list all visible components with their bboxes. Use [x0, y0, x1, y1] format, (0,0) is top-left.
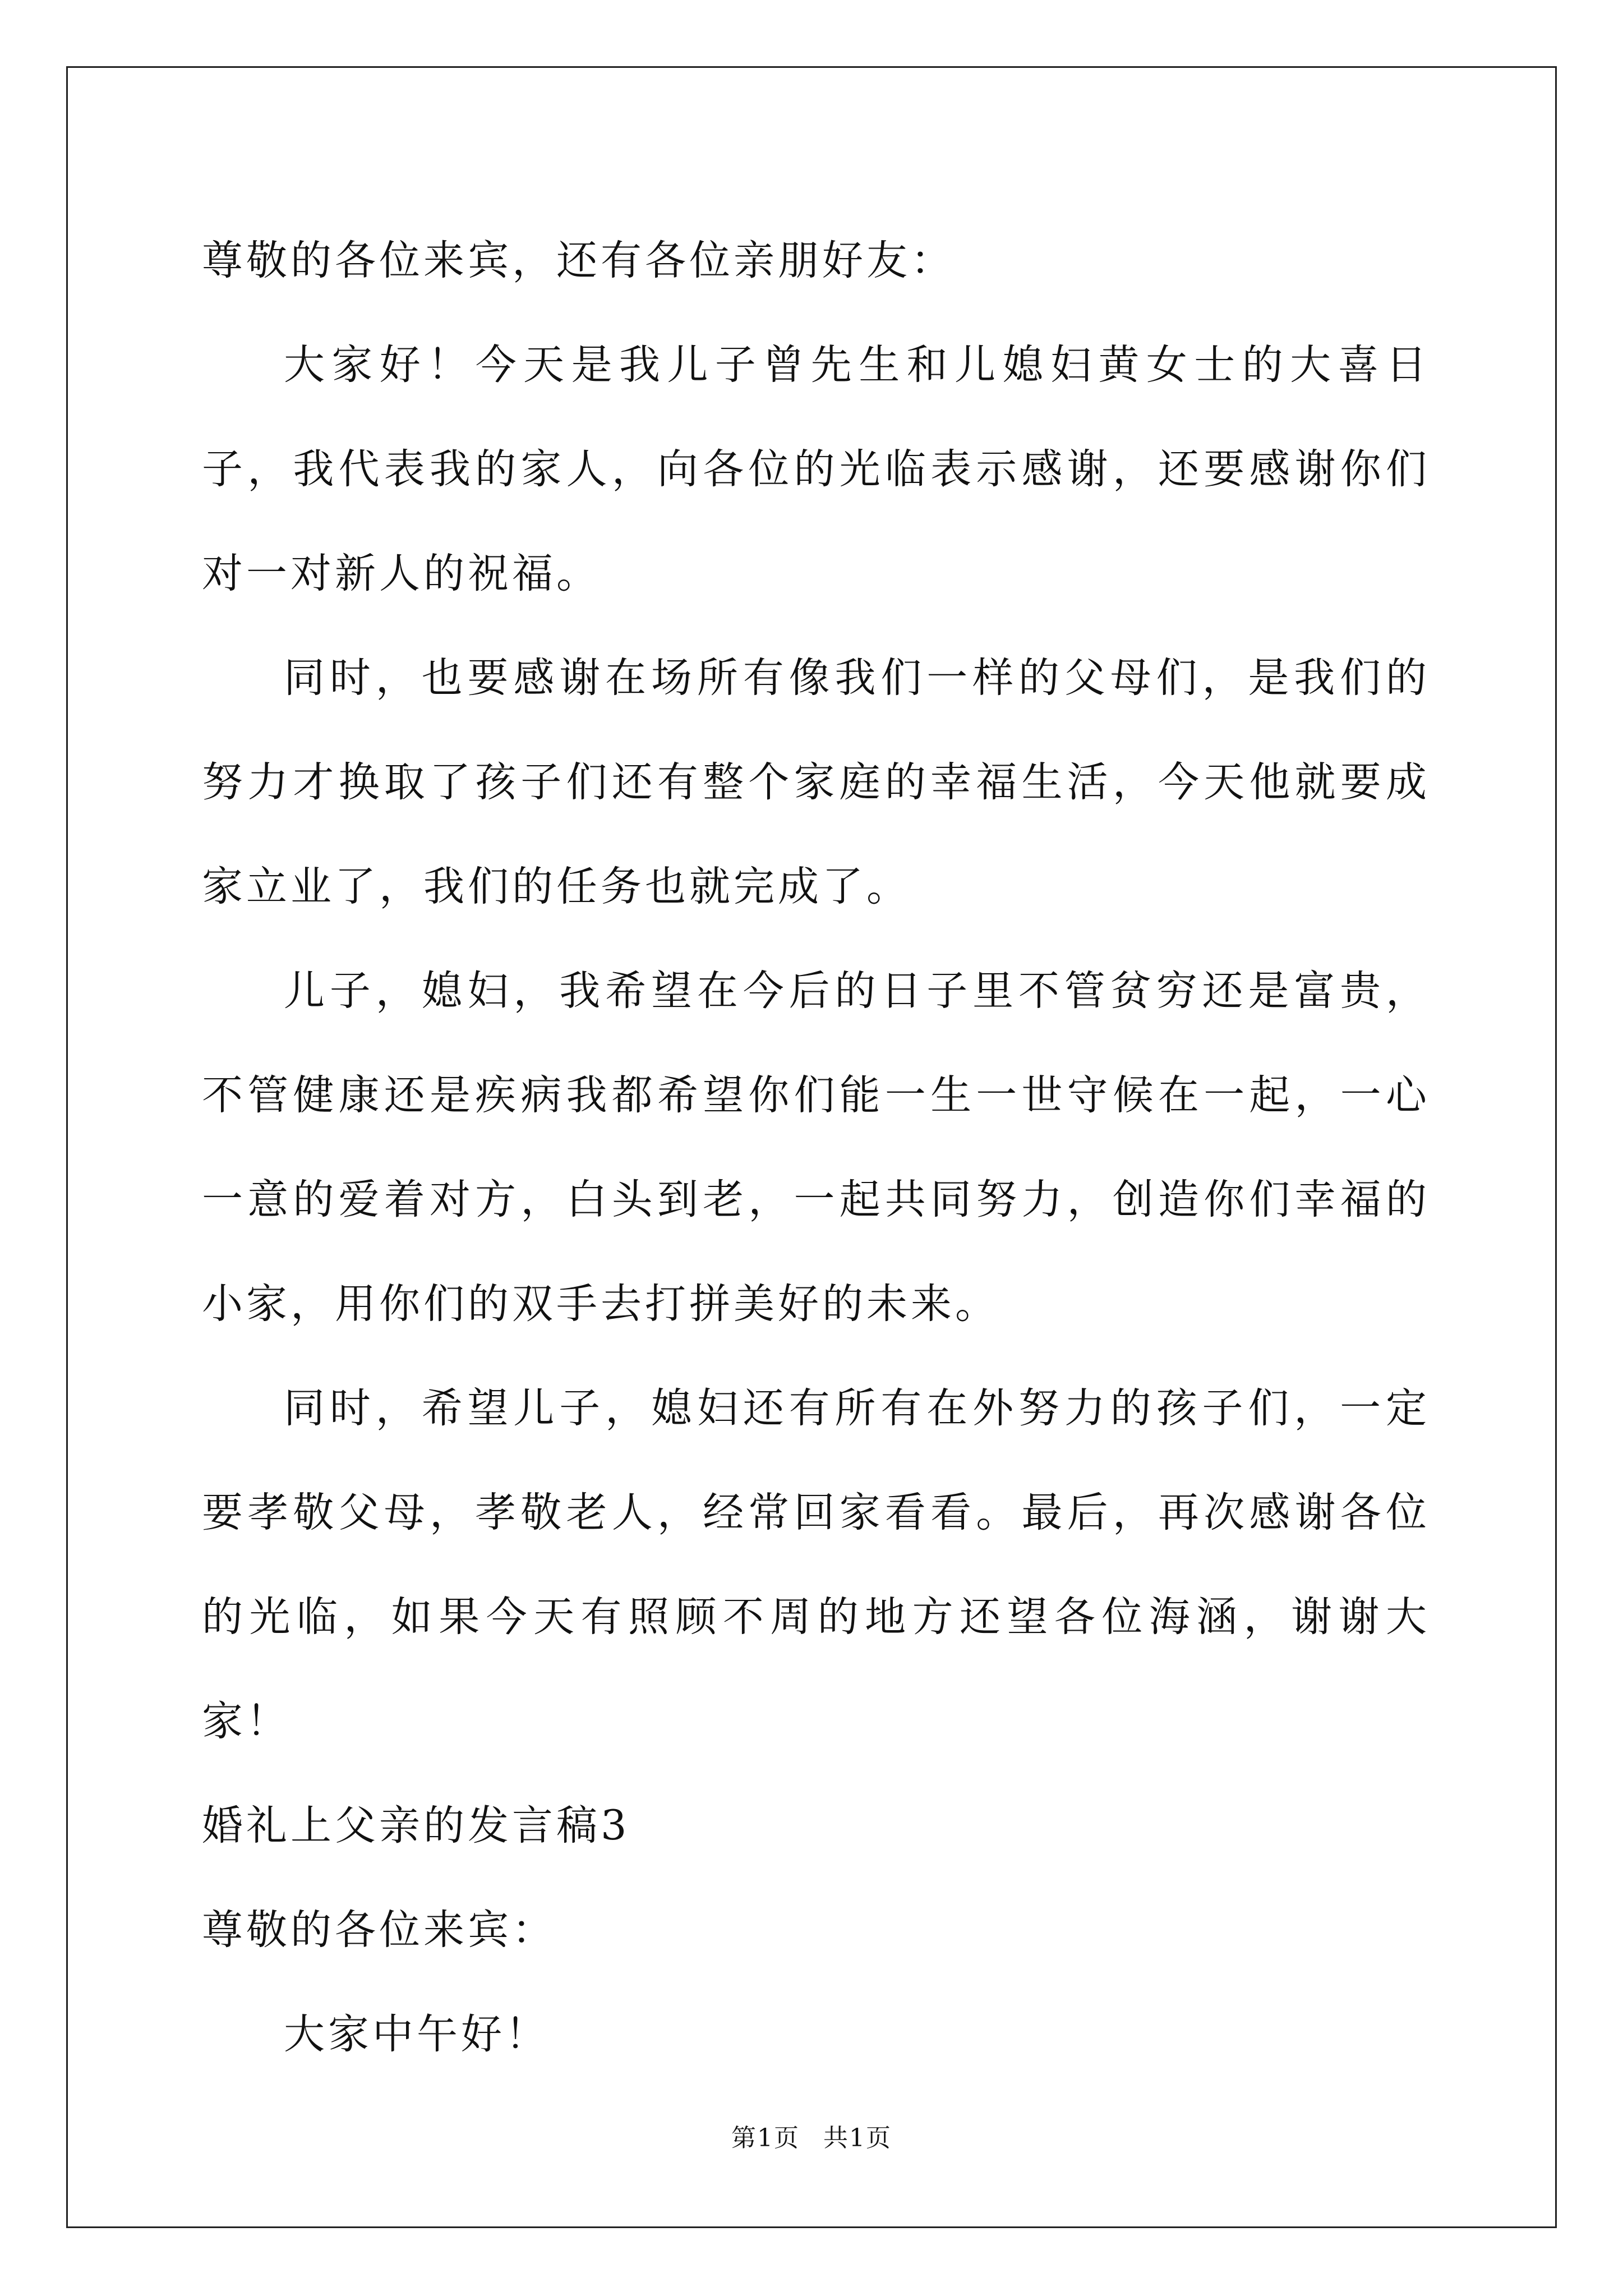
paragraph-greeting-2: 大家中午好！ — [284, 2010, 550, 2058]
document-body — [202, 209, 1430, 2087]
paragraph-salutation: 尊敬的各位来宾，还有各位亲朋好友： — [202, 237, 955, 284]
section-heading: 婚礼上父亲的发言稿3 — [202, 1802, 630, 1849]
paragraph-wishes-couple: 儿子，媳妇，我希望在今后的日子里不管贫穷还是富贵，不管健康还是疾病我都希望你们能一生一世守候在一起，一心一意的爱着对方，白头到老，一起共同努力，创造你们幸福的小家，用你们的双手去打拼美好的未来。 — [202, 967, 1430, 1328]
page-footer — [0, 2122, 1623, 2155]
paragraph-thanks-parents: 同时，也要感谢在场所有像我们一样的父母们，是我们的努力才换取了孩子们还有整个家庭的幸福生活，今天他就要成家立业了，我们的任务也就完成了。 — [202, 654, 1430, 910]
page-number: 第1页 — [731, 2124, 800, 2152]
paragraph-greeting-thanks: 大家好！今天是我儿子曾先生和儿媳妇黄女士的大喜日子，我代表我的家人，向各位的光临表示感谢，还要感谢你们对一对新人的祝福。 — [202, 341, 1430, 597]
paragraph-closing: 同时，希望儿子，媳妇还有所有在外努力的孩子们，一定要孝敬父母，孝敬老人，经常回家看看。最后，再次感谢各位的光临，如果今天有照顾不周的地方还望各位海涵，谢谢大家！ — [202, 1384, 1430, 1745]
paragraph-salutation-2: 尊敬的各位来宾： — [202, 1906, 556, 1954]
page-total: 共1页 — [823, 2124, 892, 2152]
